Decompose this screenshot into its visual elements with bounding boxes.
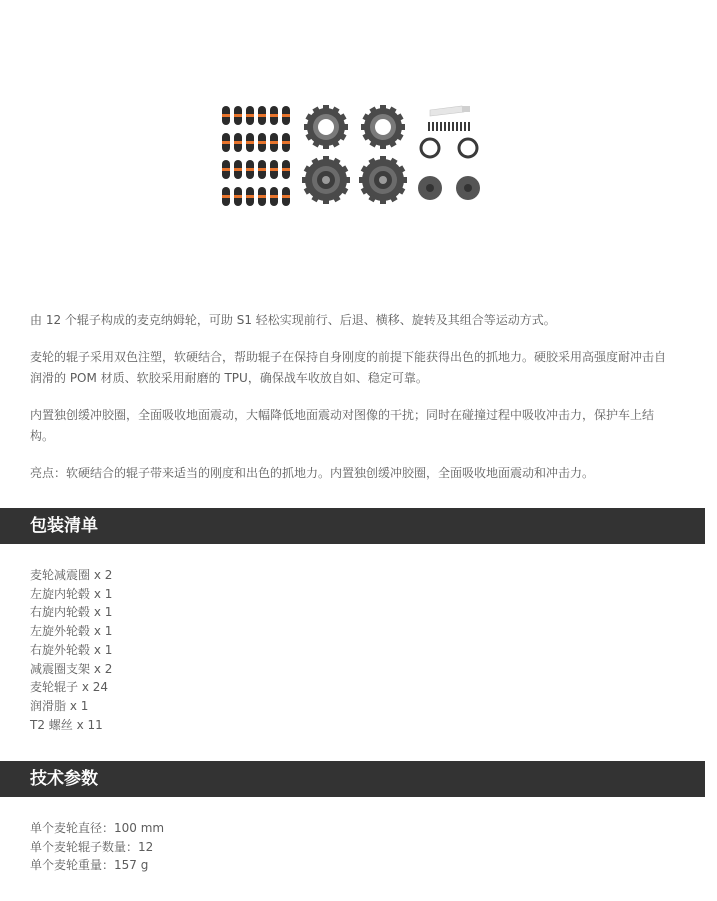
gear-tooth	[359, 177, 365, 183]
gear-tooth	[380, 105, 386, 111]
roller-band	[246, 114, 254, 117]
roller-band	[282, 141, 290, 144]
gear-tooth	[323, 156, 329, 162]
specs-title: 技术参数	[0, 761, 705, 797]
roller-band	[222, 168, 230, 171]
package-item: 右旋内轮毂 x 1	[30, 605, 113, 620]
roller-band	[222, 141, 230, 144]
hub-gear-top-left	[307, 108, 345, 146]
package-item: T2 螺丝 x 11	[30, 717, 103, 732]
roller-band	[270, 168, 278, 171]
gear-tooth	[361, 124, 367, 130]
roller-band	[282, 195, 290, 198]
damper-rings	[421, 139, 477, 157]
roller-band	[270, 114, 278, 117]
roller-band	[258, 168, 266, 171]
roller-band	[258, 141, 266, 144]
package-item: 麦轮减震圈 x 2	[30, 568, 113, 582]
gear-tooth	[380, 156, 386, 162]
roller-band	[234, 195, 242, 198]
description-paragraph-2: 麦轮的辊子采用双色注塑，软硬结合，帮助辊子在保持自身刚度的前提下能获得出色的抓地力。硬胶采用高强度耐冲击自润滑的 POM 材质、软胶采用耐磨的 TPU，确保战车收放自如、稳定可靠。	[30, 350, 667, 385]
package-list	[30, 566, 112, 734]
screw	[440, 122, 442, 131]
package-item: 左旋外轮毂 x 1	[30, 624, 113, 639]
description-section	[30, 310, 670, 500]
screw	[444, 122, 446, 131]
hub-gear-top-right	[364, 108, 402, 146]
roller-band	[246, 168, 254, 171]
roller-band	[258, 195, 266, 198]
package-item: 右旋外轮毂 x 1	[30, 642, 113, 657]
gear-tooth	[304, 124, 310, 130]
gear-tooth	[399, 124, 405, 130]
screw	[448, 122, 450, 131]
damper-brackets	[418, 176, 480, 200]
gear-tooth	[323, 143, 329, 149]
gear-tooth	[323, 105, 329, 111]
gear-tooth	[342, 124, 348, 130]
package-item: 麦轮辊子 x 24	[30, 680, 109, 695]
screw-row	[428, 122, 470, 131]
description-paragraph-3: 内置独创缓冲胶圈，全面吸收地面震动，大幅降低地面震动对图像的干扰；同时在碰撞过程中吸收冲击力，保护车上结构。	[30, 408, 655, 443]
gear-tooth	[380, 143, 386, 149]
roller-band	[258, 114, 266, 117]
roller-band	[246, 141, 254, 144]
package-item: 减震圈支架 x 2	[30, 661, 113, 676]
screw	[436, 122, 438, 131]
description-paragraph-1: 由 12 个辊子构成的麦克纳姆轮，可助 S1 轻松实现前行、后退、横移、旋转及其组合等运动方式。	[30, 313, 556, 327]
highlight-paragraph: 亮点：软硬结合的辊子带来适当的刚度和出色的抓地力。内置独创缓冲胶圈，全面吸收地面震动和冲击力。	[30, 466, 595, 480]
screw	[452, 122, 454, 131]
gear-tooth	[302, 177, 308, 183]
package-list-title: 包装清单	[0, 508, 705, 544]
roller-band	[234, 141, 242, 144]
gear-tooth	[323, 198, 329, 204]
screw	[464, 122, 466, 131]
roller-band	[270, 141, 278, 144]
hub-gear-bottom-right	[362, 159, 404, 201]
roller-band	[234, 114, 242, 117]
spec-item: 单个麦轮辊子数量：12	[30, 839, 154, 854]
roller-band	[222, 114, 230, 117]
roller-grid	[222, 106, 290, 206]
spec-item: 单个麦轮重量：157 g	[30, 858, 149, 873]
product-parts-figure	[218, 100, 490, 208]
roller-band	[282, 168, 290, 171]
roller-band	[222, 195, 230, 198]
hub-gear-bottom-left	[305, 159, 347, 201]
gear-tooth	[380, 198, 386, 204]
roller-band	[246, 195, 254, 198]
package-item: 润滑脂 x 1	[30, 698, 89, 713]
screw	[456, 122, 458, 131]
screw	[468, 122, 470, 131]
hub-gears	[305, 108, 404, 201]
gear-tooth	[401, 177, 407, 183]
screw	[428, 122, 430, 131]
gear-tooth	[344, 177, 350, 183]
roller-band	[270, 195, 278, 198]
roller-band	[234, 168, 242, 171]
package-item: 左旋内轮毂 x 1	[30, 586, 113, 601]
screw	[432, 122, 434, 131]
grease-tube	[430, 106, 470, 116]
roller-band	[282, 114, 290, 117]
screw	[460, 122, 462, 131]
spec-item: 单个麦轮直径：100 mm	[30, 821, 165, 835]
specs-list	[30, 819, 164, 875]
